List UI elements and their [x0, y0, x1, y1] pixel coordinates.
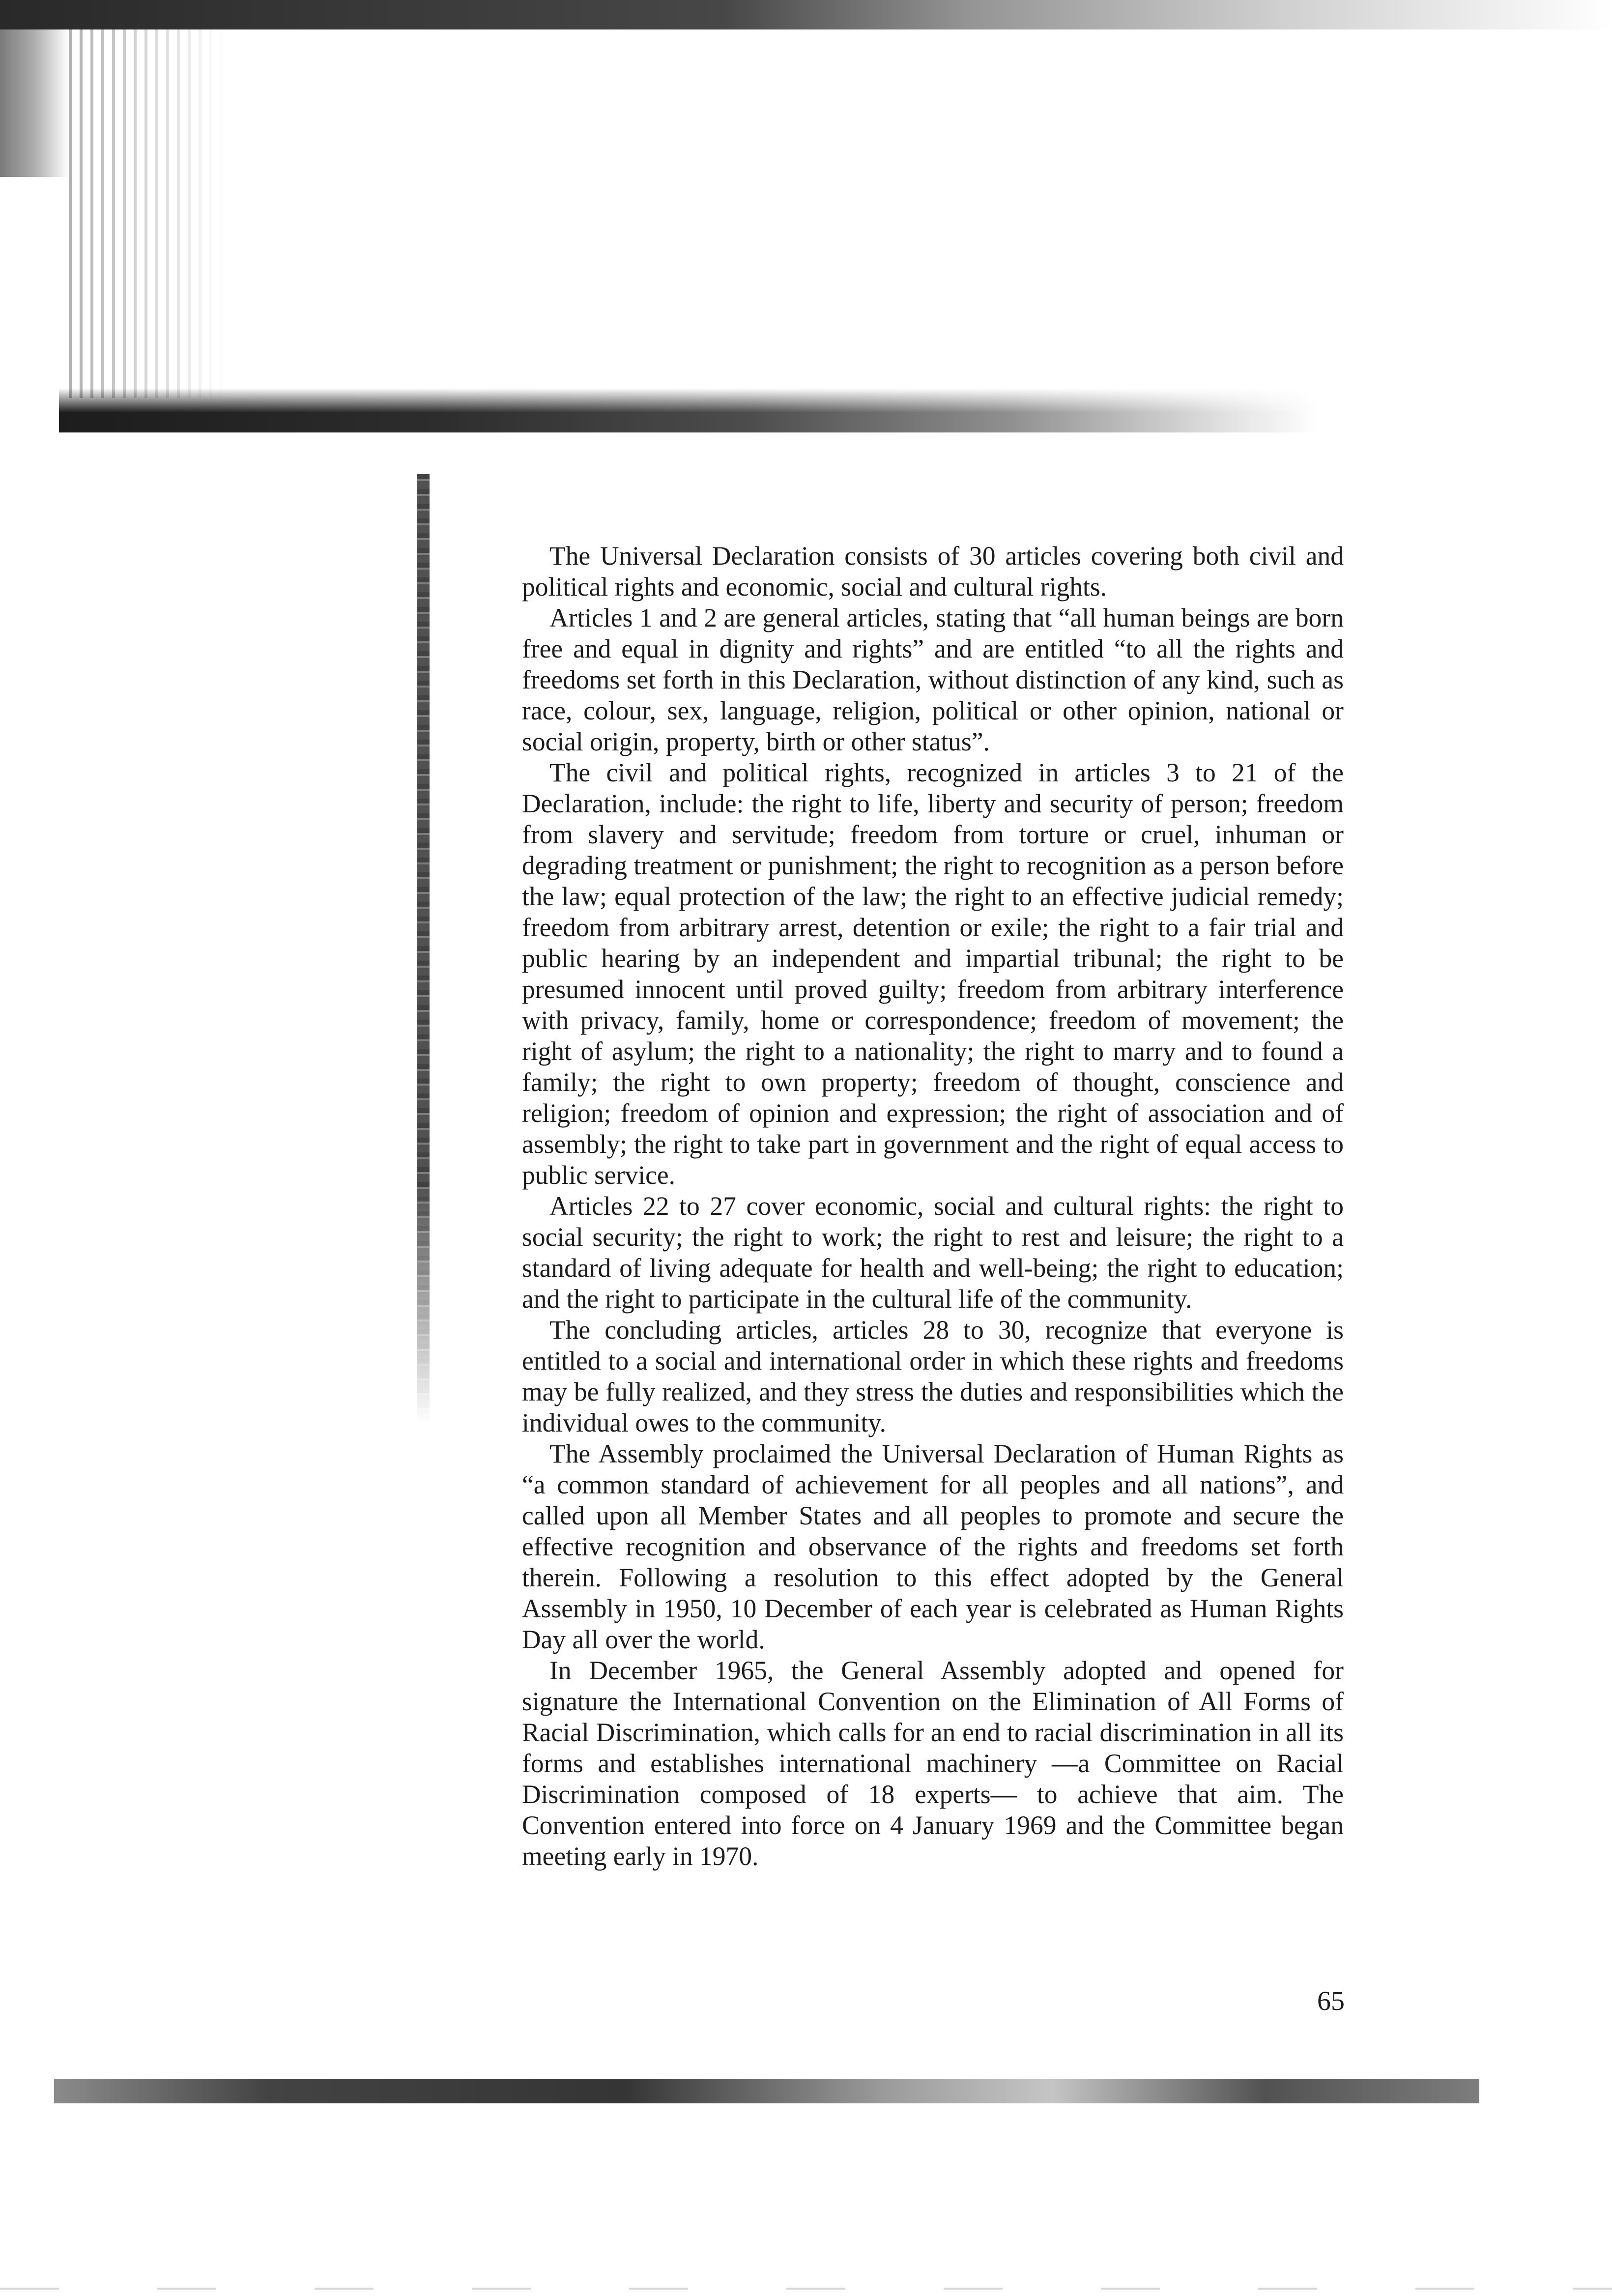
- paragraph-7: In December 1965, the General Assembly adopted and opened for signature the International Convention on the Elimination of All Forms of Racial Discrimination, which calls for an end to racial discrimination in all its forms and establishes international machinery —a Committee on Racial Discrimination composed of 18 experts— to achieve that aim. The Convention entered into force on 4 January 1969 and the Committee began meeting early in 1970.: [522, 1656, 1344, 1871]
- body-text: [522, 541, 1344, 1872]
- page-number: 65: [1317, 1986, 1345, 2016]
- paragraph-5: The concluding articles, articles 28 to 30, recognize that everyone is entitled to a social and international order in which these rights and freedoms may be fully realized, and they stress the duties and responsibilities which the individual owes to the community.: [522, 1315, 1344, 1437]
- scan-artifact-lower-band: [59, 388, 1317, 432]
- scan-artifact-stripes: [69, 29, 226, 398]
- paragraph-1: The Universal Declaration consists of 30 articles covering both civil and political rights and economic, social and cultural rights.: [522, 541, 1344, 602]
- paragraph-3: The civil and political rights, recognized in articles 3 to 21 of the Declaration, include: the right to life, liberty and security of person; freedom from slavery and servitude; freedom from torture or cruel, inhuman or degrading treatment or punishment; the right to recognition as a person before the law; equal protection of the law; the right to an effective judicial remedy; freedom from arbitrary arrest, detention or exile; the right to a fair trial and public hearing by an independent and impartial tribunal; the right to be presumed innocent until proved guilty; freedom from arbitrary interference with privacy, family, home or correspondence; freedom of movement; the right of asylum; the right to a nationality; the right to marry and to found a family; the right to own property; freedom of thought, conscience and religion; freedom of opinion and expression; the right of association and of assembly; the right to take part in government and the right of equal access to public service.: [522, 758, 1344, 1190]
- scan-artifact-top-band: [0, 0, 1612, 29]
- scan-artifact-page-edge: [417, 474, 430, 1423]
- paragraph-2: Articles 1 and 2 are general articles, stating that “all human beings are born free and equal in dignity and rights” and are entitled “to all the rights and freedoms set forth in this Declaration, without distinction of any kind, such as race, colour, sex, language, religion, political or other opinion, national or social origin, property, birth or other status”.: [522, 603, 1344, 756]
- paragraph-6: The Assembly proclaimed the Universal Declaration of Human Rights as “a common standard of achievement for all peoples and all nations”, and called upon all Member States and all peoples to promote and secure the effective recognition and observance of the rights and freedoms set forth therein. Following a resolution to this effect adopted by the General Assembly in 1950, 10 December of each year is celebrated as Human Rights Day all over the world.: [522, 1439, 1344, 1654]
- scan-artifact-bottom-band: [54, 2079, 1479, 2103]
- scan-artifact-top-left: [0, 29, 69, 177]
- paragraph-4: Articles 22 to 27 cover economic, social and cultural rights: the right to social security; the right to work; the right to rest and leisure; the right to a standard of living adequate for health and well-being; the right to education; and the right to participate in the cultural life of the community.: [522, 1191, 1344, 1314]
- scan-artifact-bottom-edge: [0, 2288, 1612, 2290]
